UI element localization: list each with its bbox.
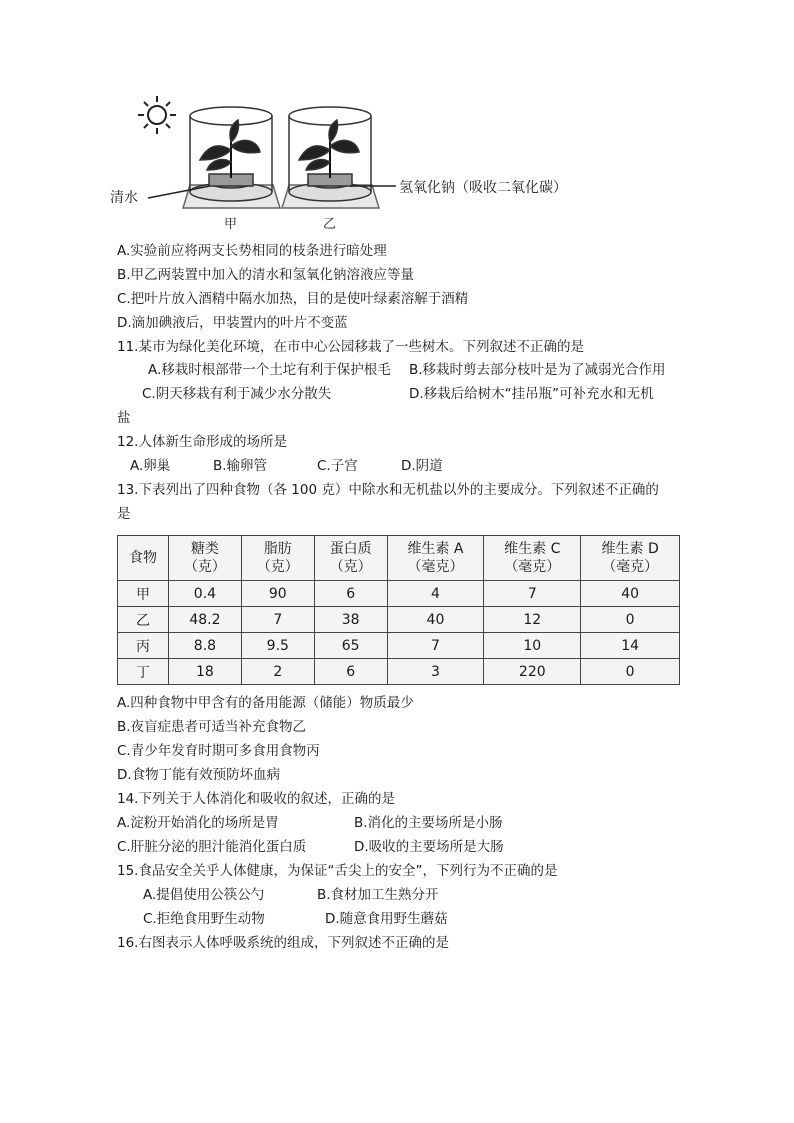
table-cell: 12 [484, 607, 581, 633]
table-cell: 48.2 [169, 607, 242, 633]
q10-option-c: C.把叶片放入酒精中隔水加热，目的是使叶绿素溶解于酒精 [117, 291, 469, 307]
jar-a [183, 107, 280, 208]
table-cell: 65 [314, 633, 387, 659]
q14-option-d: D.吸收的主要场所是大肠 [354, 839, 504, 855]
q11-option-b: B.移栽时剪去部分枝叶是为了减弱光合作用 [409, 362, 666, 378]
table-cell: 7 [387, 633, 484, 659]
label-jar-b: 乙 [323, 217, 337, 232]
table-cell: 40 [581, 581, 680, 607]
table-cell: 甲 [118, 581, 169, 607]
header-protein: 蛋白质 （克） [314, 536, 387, 581]
table-cell: 220 [484, 659, 581, 685]
q12-option-b: B.输卵管 [213, 458, 268, 474]
table-cell: 0.4 [169, 581, 242, 607]
food-nutrition-table [117, 535, 680, 685]
q12-option-c: C.子宫 [317, 458, 358, 474]
table-header-row [118, 536, 680, 581]
table-cell: 9.5 [241, 633, 314, 659]
q11-stem: 11.某市为绿化美化环境，在市中心公园移栽了一些树木。下列叙述不正确的是 [117, 339, 584, 355]
table-cell: 38 [314, 607, 387, 633]
header-sugar: 糖类 （克） [169, 536, 242, 581]
q15-option-d: D.随意食用野生蘑菇 [325, 911, 448, 927]
q13-stem: 13.下表列出了四种食物（各 100 克）中除水和无机盐以外的主要成分。下列叙述不正确的 [117, 482, 659, 498]
table-cell: 10 [484, 633, 581, 659]
table-cell: 18 [169, 659, 242, 685]
q14-option-a: A.淀粉开始消化的场所是胃 [117, 815, 279, 831]
q13-option-c: C.青少年发育时期可多食用食物丙 [117, 743, 320, 759]
table-cell: 丙 [118, 633, 169, 659]
table-cell: 14 [581, 633, 680, 659]
table-row [118, 581, 680, 607]
table-cell: 丁 [118, 659, 169, 685]
table-cell: 3 [387, 659, 484, 685]
sun-icon [138, 96, 176, 134]
header-fat: 脂肪 （克） [241, 536, 314, 581]
q14-option-c: C.肝脏分泌的胆汁能消化蛋白质 [117, 839, 307, 855]
table-cell: 0 [581, 607, 680, 633]
q13-option-b: B.夜盲症患者可适当补充食物乙 [117, 719, 307, 735]
table-cell: 7 [484, 581, 581, 607]
q10-option-b: B.甲乙两装置中加入的清水和氢氧化钠溶液应等量 [117, 267, 415, 283]
header-vitamin-a: 维生素 A （毫克） [387, 536, 484, 581]
header-vitamin-c: 维生素 C （毫克） [484, 536, 581, 581]
q10-option-d: D.滴加碘液后，甲装置内的叶片不变蓝 [117, 315, 348, 331]
q10-option-a: A.实验前应将两支长势相同的枝条进行暗处理 [117, 243, 387, 259]
table-cell: 6 [314, 581, 387, 607]
q12-stem: 12.人体新生命形成的场所是 [117, 434, 287, 450]
header-food: 食物 [118, 536, 169, 581]
table-cell: 2 [241, 659, 314, 685]
table-cell: 4 [387, 581, 484, 607]
q16-stem: 16.右图表示人体呼吸系统的组成，下列叙述不正确的是 [117, 935, 449, 951]
table-cell: 6 [314, 659, 387, 685]
q15-option-c: C.拒绝食用野生动物 [143, 911, 265, 927]
q13-option-d: D.食物丁能有效预防坏血病 [117, 767, 281, 783]
table-cell: 8.8 [169, 633, 242, 659]
q11-option-a: A.移栽时根部带一个土坨有利于保护根毛 [148, 362, 391, 378]
q12-option-a: A.卵巢 [130, 458, 171, 474]
table-cell: 0 [581, 659, 680, 685]
q14-option-b: B.消化的主要场所是小肠 [354, 815, 503, 831]
q15-option-a: A.提倡使用公筷公勺 [143, 887, 265, 903]
table-cell: 90 [241, 581, 314, 607]
q14-stem: 14.下列关于人体消化和吸收的叙述，正确的是 [117, 791, 395, 807]
table-row [118, 633, 680, 659]
q13-stem-cont: 是 [117, 506, 131, 522]
q12-option-d: D.阴道 [401, 458, 443, 474]
table-row [118, 659, 680, 685]
q15-stem: 15.食品安全关乎人体健康，为保证“舌尖上的安全”，下列行为不正确的是 [117, 863, 558, 879]
header-vitamin-d: 维生素 D （毫克） [581, 536, 680, 581]
q13-option-a: A.四种食物中甲含有的备用能源（储能）物质最少 [117, 695, 414, 711]
experiment-figure [110, 90, 570, 240]
label-naoh: 氢氧化钠（吸收二氧化碳） [399, 180, 567, 196]
q15-option-b: B.食材加工生熟分开 [317, 887, 439, 903]
label-clear-water: 清水 [110, 190, 138, 206]
q11-option-d-cont: 盐 [117, 410, 131, 426]
table-cell: 乙 [118, 607, 169, 633]
jar-b [282, 107, 379, 208]
table-cell: 7 [241, 607, 314, 633]
table-cell: 40 [387, 607, 484, 633]
table-row [118, 607, 680, 633]
q11-option-c: C.阴天移栽有利于减少水分散失 [142, 386, 332, 402]
label-jar-a: 甲 [224, 217, 238, 232]
q11-option-d: D.移栽后给树木“挂吊瓶”可补充水和无机 [409, 386, 654, 402]
